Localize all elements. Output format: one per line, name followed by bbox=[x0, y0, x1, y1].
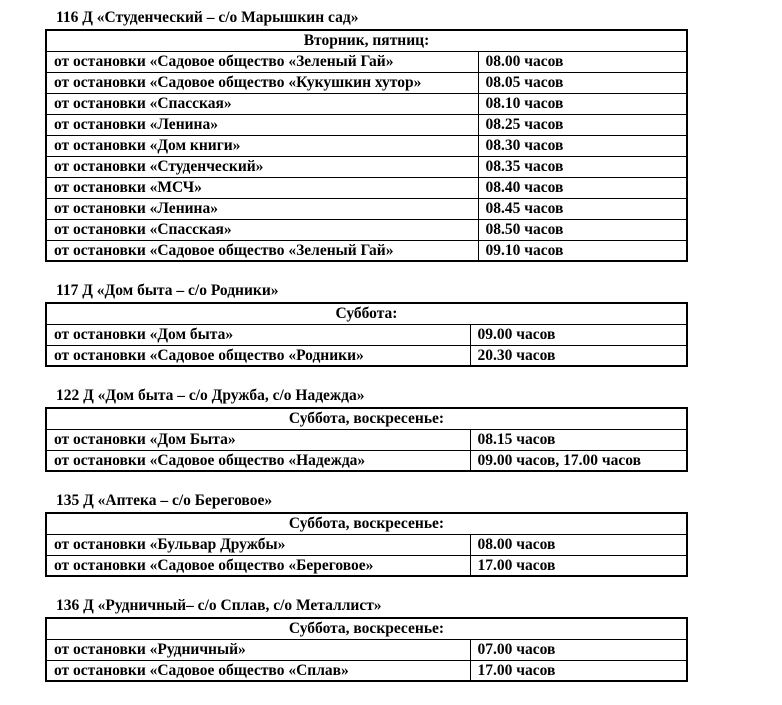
time-cell: 08.35 часов bbox=[478, 156, 687, 177]
table-row bbox=[46, 177, 687, 198]
table-row bbox=[46, 660, 687, 681]
schedule-table-116d bbox=[45, 29, 688, 262]
table-row bbox=[46, 51, 687, 72]
time-cell: 08.40 часов bbox=[478, 177, 687, 198]
time-cell: 20.30 часов bbox=[470, 345, 687, 366]
route-section-117d bbox=[45, 282, 746, 367]
stop-cell: от остановки «Ленина» bbox=[46, 114, 478, 135]
time-cell: 08.15 часов bbox=[470, 429, 687, 450]
table-row bbox=[46, 345, 687, 366]
stop-cell: от остановки «МСЧ» bbox=[46, 177, 478, 198]
table-row bbox=[46, 324, 687, 345]
stop-cell: от остановки «Дом быта» bbox=[46, 324, 470, 345]
time-cell: 08.45 часов bbox=[478, 198, 687, 219]
stop-cell: от остановки «Бульвар Дружбы» bbox=[46, 534, 470, 555]
stop-cell: от остановки «Садовое общество «Зеленый Гай» bbox=[46, 51, 478, 72]
table-row bbox=[46, 93, 687, 114]
day-header-cell: Вторник, пятниц: bbox=[46, 30, 687, 51]
stop-cell: от остановки «Садовое общество «Береговое» bbox=[46, 555, 470, 576]
time-cell: 09.00 часов bbox=[470, 324, 687, 345]
schedule-table-135d bbox=[45, 512, 688, 577]
stop-cell: от остановки «Садовое общество «Сплав» bbox=[46, 660, 470, 681]
day-header-row bbox=[46, 30, 687, 51]
route-section-136d bbox=[45, 597, 746, 682]
route-title: 136 Д «Рудничный– с/о Сплав, с/о Металлист» bbox=[56, 597, 382, 614]
day-header-row bbox=[46, 303, 687, 324]
day-header-cell: Суббота, воскресенье: bbox=[46, 513, 687, 534]
day-header-cell: Суббота, воскресенье: bbox=[46, 408, 687, 429]
time-cell: 08.25 часов bbox=[478, 114, 687, 135]
day-header-row bbox=[46, 408, 687, 429]
schedule-table-117d bbox=[45, 302, 688, 367]
time-cell: 08.10 часов bbox=[478, 93, 687, 114]
table-row bbox=[46, 639, 687, 660]
day-header-cell: Суббота: bbox=[46, 303, 687, 324]
table-row bbox=[46, 555, 687, 576]
day-header-row bbox=[46, 513, 687, 534]
table-row bbox=[46, 534, 687, 555]
table-row bbox=[46, 135, 687, 156]
time-cell: 08.00 часов bbox=[470, 534, 687, 555]
schedule-table-136d bbox=[45, 617, 688, 682]
table-row bbox=[46, 114, 687, 135]
stop-cell: от остановки «Ленина» bbox=[46, 198, 478, 219]
route-section-116d bbox=[45, 9, 746, 262]
schedule-table-122d bbox=[45, 407, 688, 472]
stop-cell: от остановки «Садовое общество «Надежда» bbox=[46, 450, 470, 471]
table-row bbox=[46, 156, 687, 177]
stop-cell: от остановки «Садовое общество «Зеленый Гай» bbox=[46, 240, 478, 261]
time-cell: 07.00 часов bbox=[470, 639, 687, 660]
table-row bbox=[46, 240, 687, 261]
stop-cell: от остановки «Спасская» bbox=[46, 219, 478, 240]
time-cell: 09.10 часов bbox=[478, 240, 687, 261]
stop-cell: от остановки «Садовое общество «Родники» bbox=[46, 345, 470, 366]
time-cell: 08.50 часов bbox=[478, 219, 687, 240]
table-row bbox=[46, 219, 687, 240]
time-cell: 17.00 часов bbox=[470, 660, 687, 681]
stop-cell: от остановки «Рудничный» bbox=[46, 639, 470, 660]
stop-cell: от остановки «Дом книги» bbox=[46, 135, 478, 156]
route-title: 116 Д «Студенческий – с/о Марышкин сад» bbox=[56, 9, 359, 26]
table-row bbox=[46, 450, 687, 471]
route-title: 122 Д «Дом быта – с/о Дружба, с/о Надежда» bbox=[56, 387, 365, 404]
time-cell: 08.30 часов bbox=[478, 135, 687, 156]
stop-cell: от остановки «Садовое общество «Кукушкин хутор» bbox=[46, 72, 478, 93]
route-section-135d bbox=[45, 492, 746, 577]
stop-cell: от остановки «Спасская» bbox=[46, 93, 478, 114]
day-header-cell: Суббота, воскресенье: bbox=[46, 618, 687, 639]
time-cell: 17.00 часов bbox=[470, 555, 687, 576]
stop-cell: от остановки «Студенческий» bbox=[46, 156, 478, 177]
time-cell: 09.00 часов, 17.00 часов bbox=[470, 450, 687, 471]
table-row bbox=[46, 429, 687, 450]
route-title: 117 Д «Дом быта – с/о Родники» bbox=[56, 282, 279, 299]
table-row bbox=[46, 198, 687, 219]
route-title: 135 Д «Аптека – с/о Береговое» bbox=[56, 492, 273, 509]
time-cell: 08.05 часов bbox=[478, 72, 687, 93]
time-cell: 08.00 часов bbox=[478, 51, 687, 72]
day-header-row bbox=[46, 618, 687, 639]
table-row bbox=[46, 72, 687, 93]
stop-cell: от остановки «Дом Быта» bbox=[46, 429, 470, 450]
route-section-122d bbox=[45, 387, 746, 472]
